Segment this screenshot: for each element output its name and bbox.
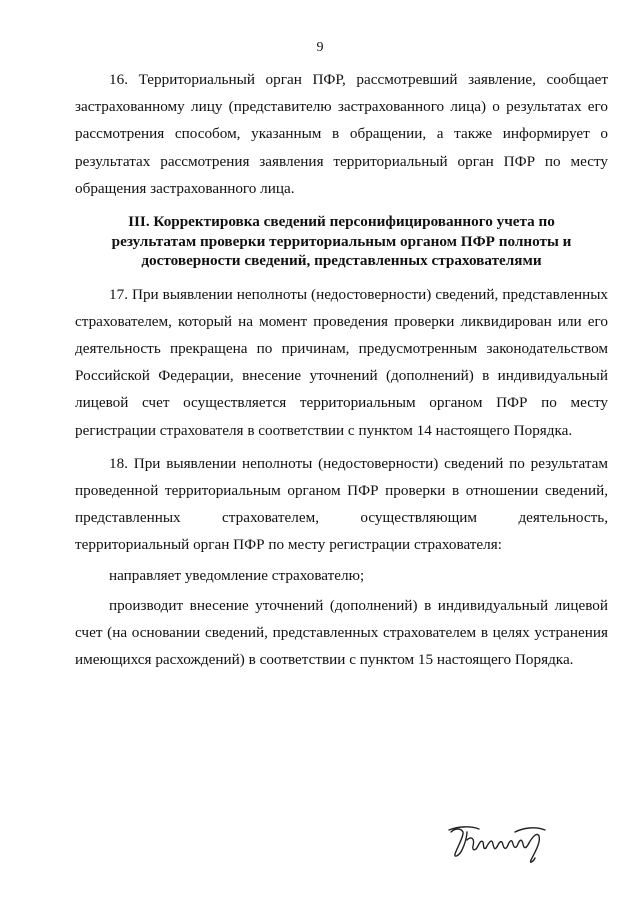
paragraph-16: 16. Территориальный орган ПФР, рассмотревший заявление, сообщает застрахованному лицу (представителю застрахованного лица) о результатах его рассмотрения способом, указанным в обращении, а также информирует о результатах рассмотрения заявления территориальный орган ПФР по месту обращения застрахованного лица. xyxy=(75,71,608,197)
page-number: 9 xyxy=(316,40,324,55)
paragraph-18-item-notify: направляет уведомление страхователю; xyxy=(109,566,365,584)
paragraph-18: 18. При выявлении неполноты (недостоверности) сведений по результатам проведенной территориальным органом ПФР проверки в отношении сведений, представленных страхователем, осуществляющим деятельность, территориальный орган ПФР по месту регистрации страхователя: xyxy=(75,454,608,554)
document-body xyxy=(75,66,608,673)
paragraph-18-item-corrections: производит внесение уточнений (дополнений) в индивидуальный лицевой счет (на основании сведений, представленных страхователем в целях устранения имеющихся расхождений) в соответствии с пунктом 15 настоящего Порядка. xyxy=(75,596,608,669)
paragraph-17: 17. При выявлении неполноты (недостоверности) сведений, представленных страхователем, который на момент проведения проверки ликвидирован или его деятельность прекращена по причинам, предусмотренным законодательством Российской Федерации, внесение уточнений (дополнений) в индивидуальный лицевой счет осуществляется территориальным органом ПФР по месту регистрации страхователя в соответствии с пунктом 14 настоящего Порядка. xyxy=(75,285,608,439)
handwritten-signature-icon xyxy=(445,818,555,866)
section-heading-iii: III. Корректировка сведений персонифицированного учета по результатам проверки территориальным органом ПФР полноты и достоверности сведений, представленных страхователями xyxy=(111,213,572,270)
